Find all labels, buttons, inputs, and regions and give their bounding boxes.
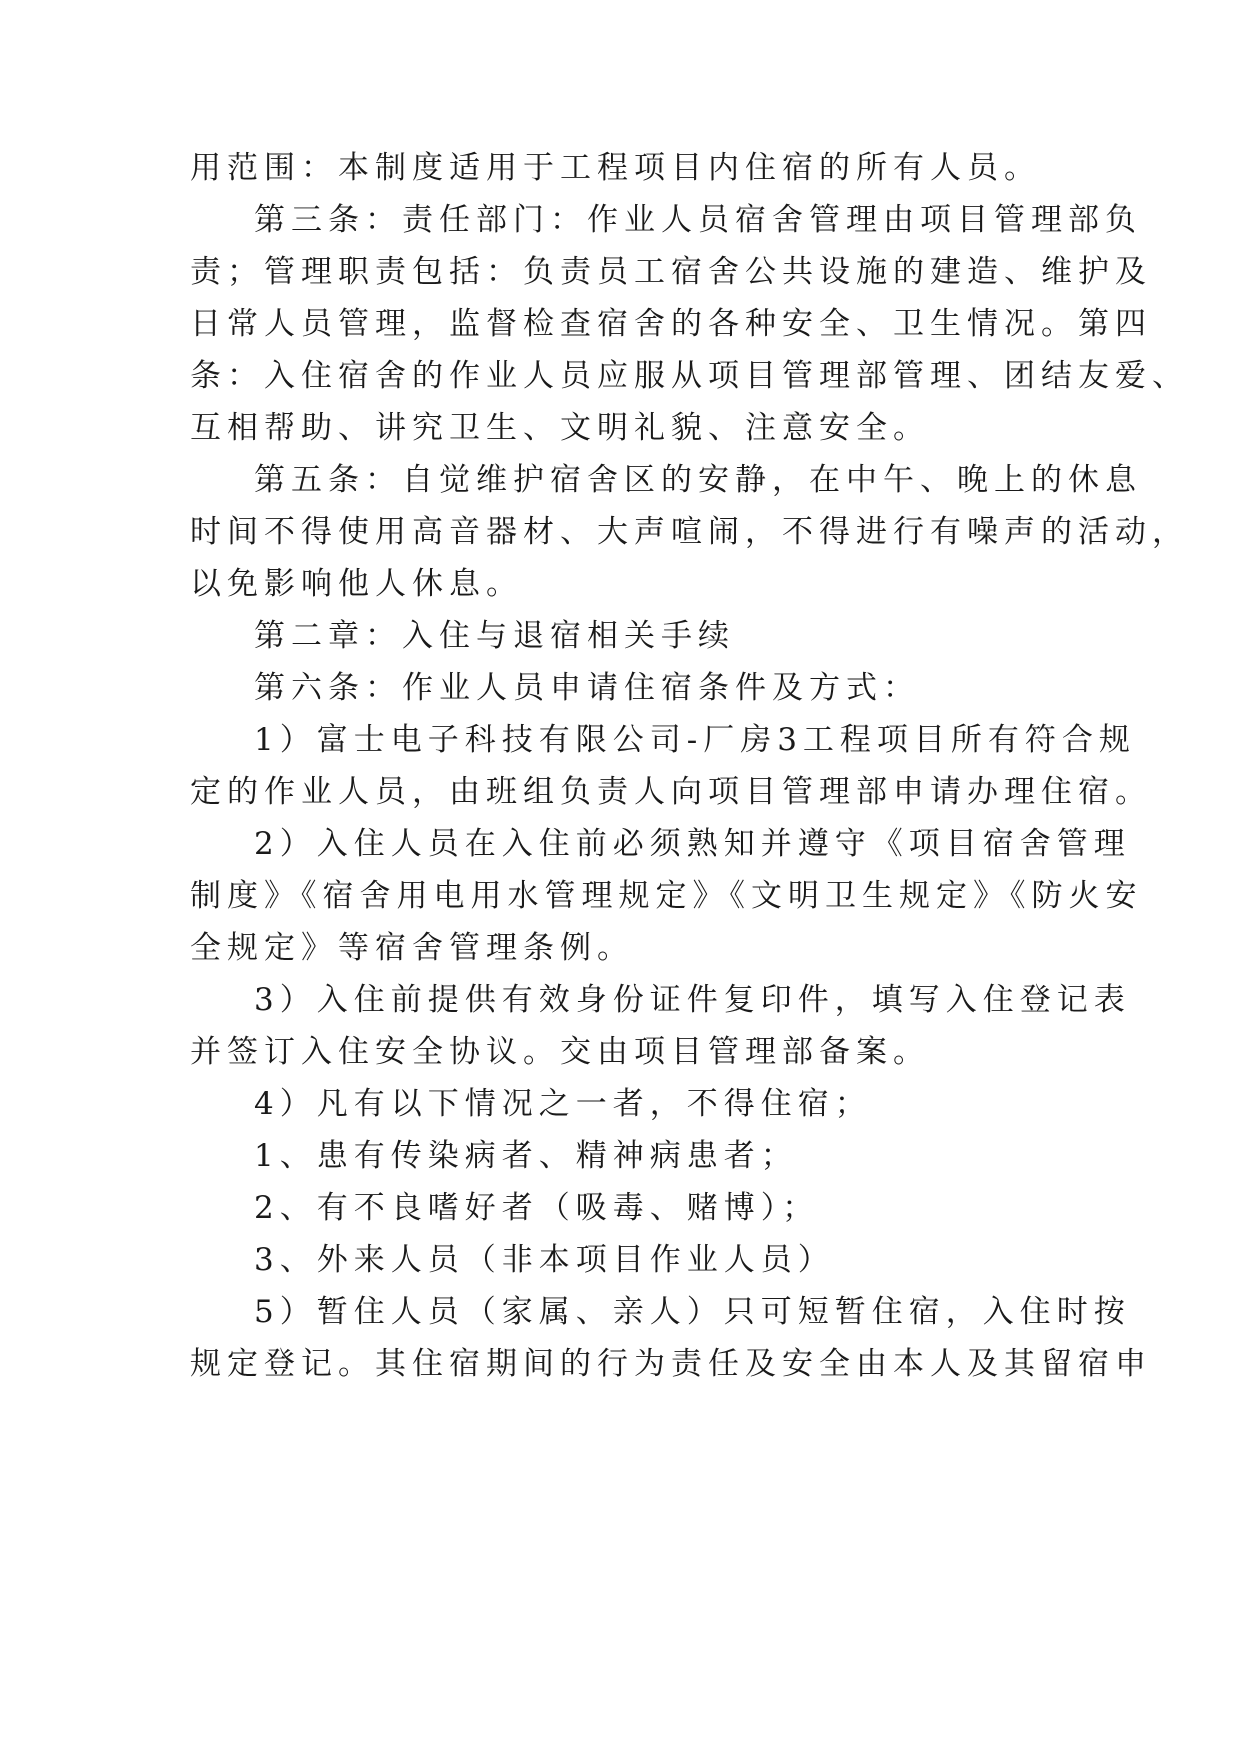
text-line: 互相帮助、讲究卫生、文明礼貌、注意安全。 bbox=[190, 410, 930, 446]
text-line: 责；管理职责包括：负责员工宿舍公共设施的建造、维护及 bbox=[190, 254, 1152, 290]
text-line: 并签订入住安全协议。交由项目管理部备案。 bbox=[190, 1034, 930, 1070]
text-line: 第五条：自觉维护宿舍区的安静，在中午、晚上的休息 bbox=[254, 462, 1142, 498]
text-line: 用范围：本制度适用于工程项目内住宿的所有人员。 bbox=[190, 150, 1041, 186]
text-line: 日常人员管理，监督检查宿舍的各种安全、卫生情况。第四 bbox=[190, 306, 1152, 342]
text-line: 以免影响他人休息。 bbox=[190, 566, 523, 602]
text-line: 1）富士电子科技有限公司-厂房3工程项目所有符合规 bbox=[254, 722, 1136, 758]
list-item: 2、有不良嗜好者（吸毒、赌博）； bbox=[254, 1190, 820, 1226]
text-line: 第三条：责任部门：作业人员宿舍管理由项目管理部负 bbox=[254, 202, 1142, 238]
text-line: 3）入住前提供有效身份证件复印件，填写入住登记表 bbox=[254, 982, 1131, 1018]
text-line: 制度》《宿舍用电用水管理规定》《文明卫生规定》《防火安 bbox=[190, 878, 1143, 914]
text-line: 4）凡有以下情况之一者，不得住宿； bbox=[254, 1086, 872, 1122]
text-line: 规定登记。其住宿期间的行为责任及安全由本人及其留宿申 bbox=[190, 1346, 1152, 1382]
chapter-heading: 第二章：入住与退宿相关手续 bbox=[254, 618, 735, 654]
list-item: 3、外来人员（非本项目作业人员） bbox=[254, 1242, 835, 1278]
list-item: 1、患有传染病者、精神病患者； bbox=[254, 1138, 798, 1174]
text-line: 5）暂住人员（家属、亲人）只可短暂住宿，入住时按 bbox=[254, 1294, 1131, 1330]
text-line: 定的作业人员，由班组负责人向项目管理部申请办理住宿。 bbox=[190, 774, 1152, 810]
text-line: 时间不得使用高音器材、大声喧闹，不得进行有噪声的活动， bbox=[190, 514, 1189, 550]
text-line: 2）入住人员在入住前必须熟知并遵守《项目宿舍管理 bbox=[254, 826, 1131, 862]
text-line: 第六条：作业人员申请住宿条件及方式： bbox=[254, 670, 920, 706]
text-line: 条：入住宿舍的作业人员应服从项目管理部管理、团结友爱、 bbox=[190, 358, 1189, 394]
text-line: 全规定》等宿舍管理条例。 bbox=[190, 930, 634, 966]
